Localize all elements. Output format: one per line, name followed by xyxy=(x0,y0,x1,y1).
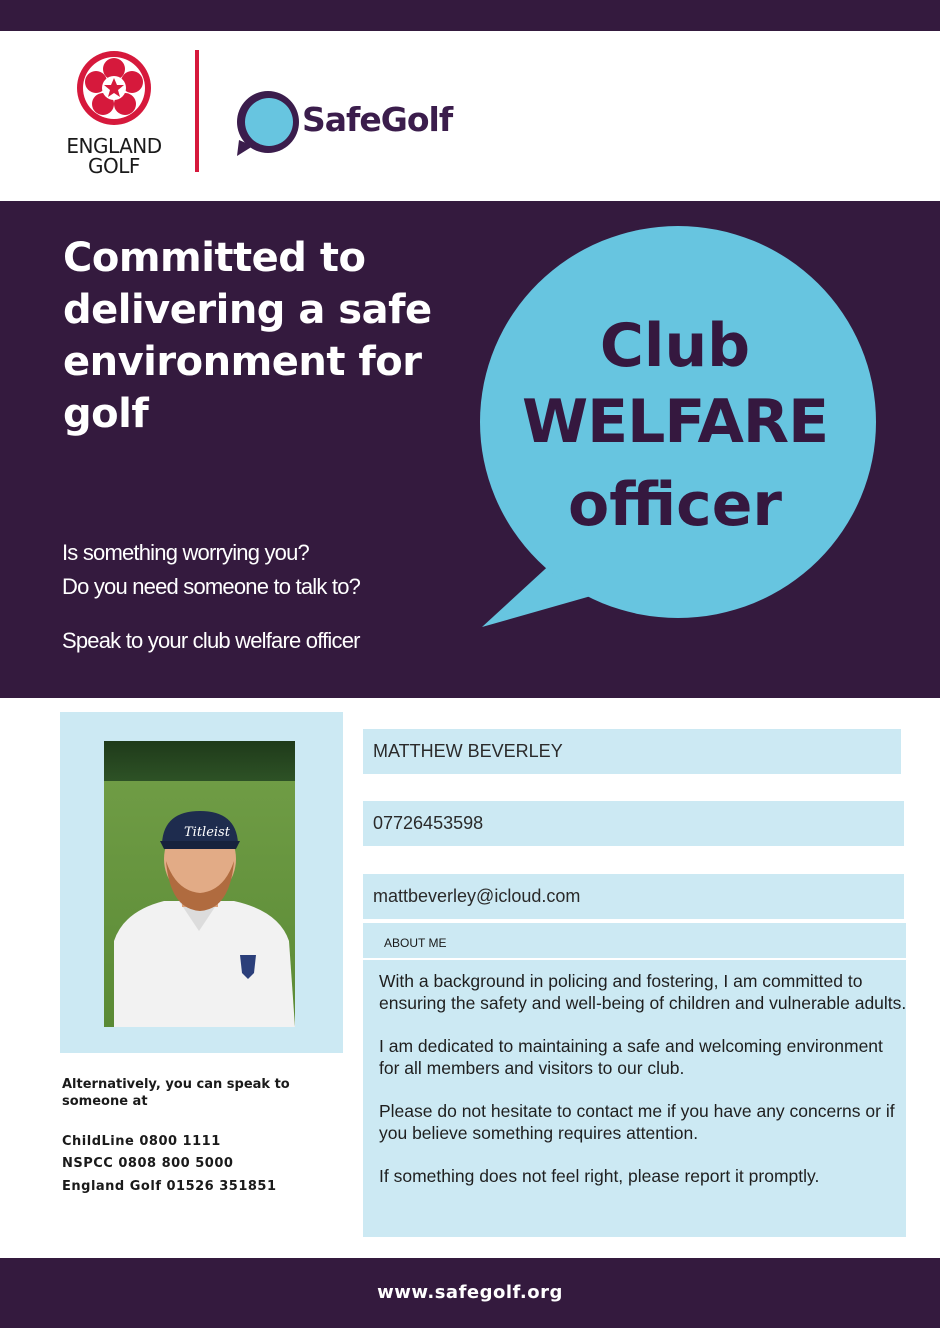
question-talk: Do you need someone to talk to? xyxy=(62,574,361,599)
alternatives-intro: Alternatively, you can speak to someone at xyxy=(62,1077,290,1109)
top-bar xyxy=(0,0,940,31)
about-label: ABOUT ME xyxy=(384,936,447,950)
about-paragraph: If something does not feel right, please report it promptly. xyxy=(379,1166,820,1186)
about-separator xyxy=(363,958,906,960)
call-to-action: Speak to your club welfare officer xyxy=(62,628,360,653)
question-worrying: Is something worrying you? xyxy=(62,540,309,565)
england-golf-wordmark: ENGLAND GOLF xyxy=(66,134,162,178)
nspcc-contact: NSPCC 0808 800 5000 xyxy=(62,1156,234,1171)
officer-phone: 07726453598 xyxy=(373,813,484,833)
about-paragraph: With a background in policing and fostering, I am committed to ensuring the safety and well-being of children and vulnerable adults. xyxy=(379,971,907,1013)
safegolf-wordmark: SafeGolf xyxy=(302,100,453,139)
officer-email-field xyxy=(363,874,904,919)
childline-contact: ChildLine 0800 1111 xyxy=(62,1134,221,1149)
footer-url[interactable]: www.safegolf.org xyxy=(377,1282,563,1303)
bubble-title: Club WELFARE officer xyxy=(521,311,829,540)
about-paragraph: Please do not hesitate to contact me if you have any concerns or if you believe something requires attention. xyxy=(379,1101,895,1143)
officer-email: mattbeverley@icloud.com xyxy=(373,886,581,906)
safegolf-speech-icon xyxy=(233,90,303,158)
hero-headline: Committed to delivering a safe environment for golf xyxy=(63,235,432,437)
officer-name: MATTHEW BEVERLEY xyxy=(373,741,563,761)
about-paragraph: I am dedicated to maintaining a safe and welcoming environment for all members and visitors to our club. xyxy=(379,1036,883,1078)
logo-divider xyxy=(195,50,199,172)
officer-name-field xyxy=(363,729,901,774)
about-text xyxy=(379,970,907,1208)
england-golf-rose-icon xyxy=(64,50,164,130)
officer-photo xyxy=(104,741,295,1027)
officer-phone-field xyxy=(363,801,904,846)
england-golf-contact: England Golf 01526 351851 xyxy=(62,1179,277,1194)
svg-text:Titleist: Titleist xyxy=(184,825,230,840)
